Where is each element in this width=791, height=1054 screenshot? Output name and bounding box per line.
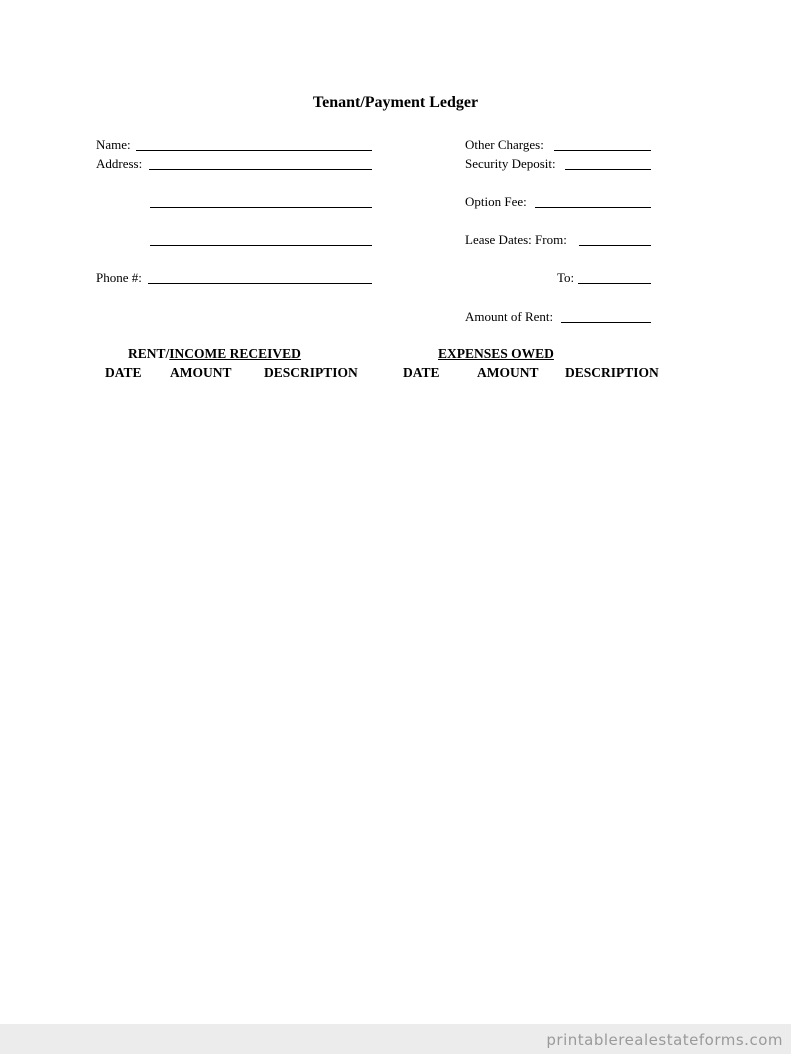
- income-col-description: DESCRIPTION: [264, 365, 358, 380]
- footer-watermark[interactable]: printablerealestateforms.com: [546, 1031, 783, 1049]
- phone-line[interactable]: [148, 283, 372, 284]
- income-section-heading: [128, 346, 301, 362]
- address-line-2[interactable]: [150, 207, 372, 208]
- amount-of-rent-line[interactable]: [561, 322, 651, 323]
- lease-dates-from-line[interactable]: [579, 245, 651, 246]
- name-line[interactable]: [136, 150, 372, 151]
- address-line-3[interactable]: [150, 245, 372, 246]
- lease-dates-from-label: Lease Dates: From:: [465, 232, 567, 247]
- income-col-date: DATE: [105, 365, 142, 380]
- security-deposit-line[interactable]: [565, 169, 651, 170]
- income-title: INCOME RECEIVED: [169, 346, 301, 361]
- security-deposit-label: Security Deposit:: [465, 156, 556, 171]
- lease-dates-to-label: To:: [557, 270, 575, 285]
- expenses-col-amount: AMOUNT: [477, 365, 539, 380]
- name-label: Name:: [96, 137, 131, 152]
- address-label: Address:: [96, 156, 143, 171]
- option-fee-line[interactable]: [535, 207, 651, 208]
- income-prefix: RENT/: [128, 346, 170, 361]
- expenses-section-heading: EXPENSES OWED: [438, 346, 554, 361]
- phone-label: Phone #:: [96, 270, 142, 285]
- other-charges-line[interactable]: [554, 150, 651, 151]
- amount-of-rent-label: Amount of Rent:: [465, 309, 554, 324]
- expenses-col-description: DESCRIPTION: [565, 365, 659, 380]
- income-col-amount: AMOUNT: [170, 365, 232, 380]
- expenses-col-date: DATE: [403, 365, 440, 380]
- other-charges-label: Other Charges:: [465, 137, 544, 152]
- page-title: Tenant/Payment Ledger: [312, 94, 479, 111]
- option-fee-label: Option Fee:: [465, 194, 527, 209]
- lease-dates-to-line[interactable]: [578, 283, 651, 284]
- address-line-1[interactable]: [149, 169, 372, 170]
